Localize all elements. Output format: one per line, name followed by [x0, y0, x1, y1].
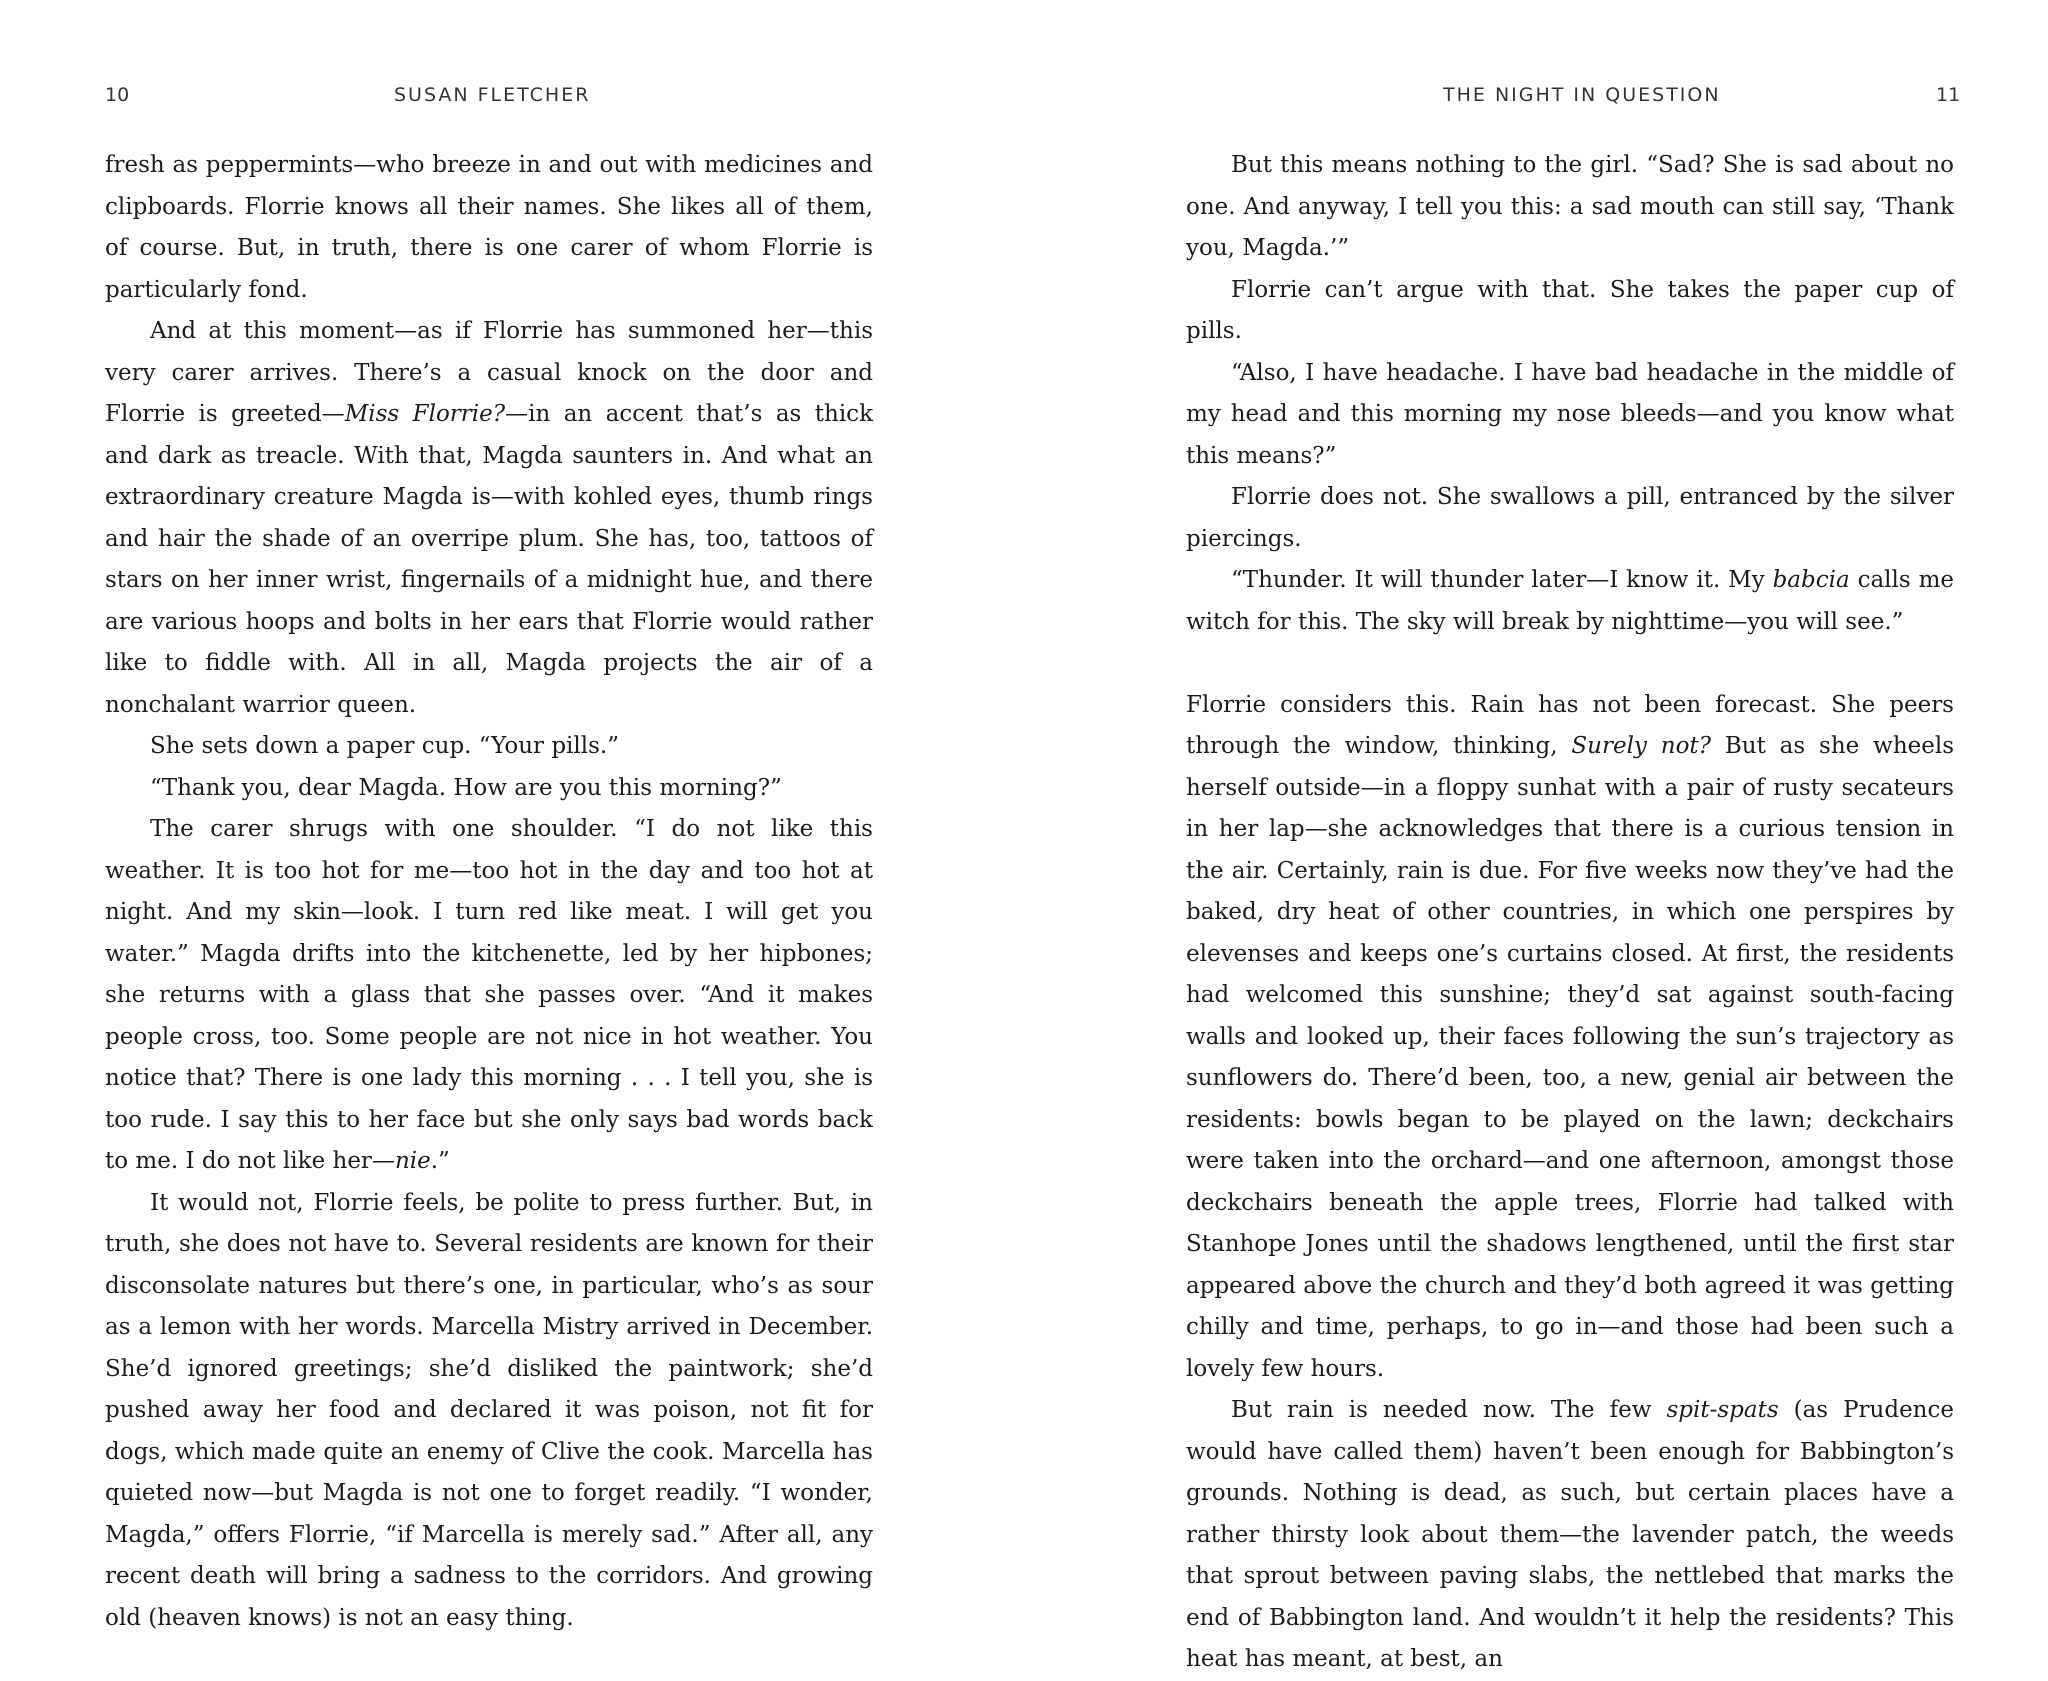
text-run: The carer shrugs with one shoulder. “I do not like this weather. It is too hot for me—too hot in the day and too hot at night. And my skin—look. I turn red like meat. I will get you water.” Magda drifts into the kitchenette, led by her hipbones; she returns with a glass that she passes over. “And it makes people cross, too. Some people are not nice in hot weather. You notice that? There is one lady this morning . . . I tell you, she is too rude. I say this to her face but she only says bad words back to me. I do not like her—: [105, 816, 873, 1174]
paragraph: [105, 145, 873, 311]
text-run: Florrie does not. She swallows a pill, entranced by the silver piercings.: [1186, 484, 1954, 552]
running-head: SUSAN FLETCHER: [394, 84, 591, 106]
text-run: calls me witch for this. The sky will break by nighttime—you will see.”: [1186, 567, 1954, 635]
right-page: [1024, 0, 2048, 1672]
paragraph: [105, 311, 873, 726]
text-run: Florrie considers this. Rain has not been forecast. She peers through the window, thinking,: [1186, 691, 1954, 759]
paragraph: [1186, 685, 1954, 1391]
text-run: fresh as peppermints—who breeze in and out with medicines and clipboards. Florrie knows all their names. She likes all of them, of course. But, in truth, there is one carer of whom Florrie is particularly fond.: [105, 152, 873, 303]
italic-text: Surely not?: [1571, 733, 1712, 759]
paragraph: [105, 726, 873, 768]
paragraph: [1186, 270, 1954, 353]
text-run: (as Prudence would have called them) haven’t been enough for Babbington’s grounds. Nothing is dead, as such, but certain places have a rather thirsty look about them—the lavender patch, the weeds that sprout between paving slabs, the nettlebed that marks the end of Babbington land. And wouldn’t it help the residents? This heat has meant, at best, an: [1186, 1397, 1954, 1672]
italic-text: babcia: [1772, 567, 1850, 593]
paragraph: [105, 768, 873, 810]
italic-text: Miss Florrie?: [344, 401, 506, 427]
text-run: .”: [430, 1148, 450, 1174]
left-page: [0, 0, 1024, 1631]
text-run: —in an accent that’s as thick and dark as treacle. With that, Magda saunters in. And what an extraordinary creature Magda is—with kohled eyes, thumb rings and hair the shade of an overripe plum. She has, too, tattoos of stars on her inner wrist, fingernails of a midnight hue, and there are various hoops and bolts in her ears that Florrie would rather like to fiddle with. All in all, Magda projects the air of a nonchalant warrior queen.: [105, 401, 874, 718]
text-run: But this means nothing to the girl. “Sad? She is sad about no one. And anyway, I tell you this: a sad mouth can still say, ‘Thank you, Magda.’”: [1186, 152, 1954, 261]
paragraph: [105, 809, 873, 1183]
page-number: 10: [105, 84, 130, 106]
body-text: [105, 145, 873, 1639]
text-run: “Also, I have headache. I have bad headache in the middle of my head and this morning my nose bleeds—and you know what this means?”: [1186, 359, 1954, 469]
text-run: “Thank you, dear Magda. How are you this morning?”: [150, 774, 782, 801]
paragraph: [1186, 145, 1954, 270]
paragraph: [105, 1183, 873, 1640]
text-run: She sets down a paper cup. “Your pills.”: [150, 733, 619, 759]
text-run: But rain is needed now. The few: [1231, 1397, 1667, 1423]
page-number: 11: [1936, 84, 1961, 106]
text-run: It would not, Florrie feels, be polite to press further. But, in truth, she does not have to. Several residents are known for their disconsolate natures but there’s one, in particular, who’s as sour as a lemon with her words. Marcella Mistry arrived in December. She’d ignored greetings; she’d disliked the paintwork; she’d pushed away her food and declared it was poison, not fit for dogs, which made quite an enemy of Clive the cook. Marcella has quieted now—but Magda is not one to forget readily. “I wonder, Magda,” offers Florrie, “if Marcella is merely sad.” After all, any recent death will bring a sadness to the corridors. And growing old (heaven knows) is not an easy thing.: [105, 1189, 873, 1631]
body-text: [1186, 145, 1954, 1681]
italic-text: nie: [394, 1148, 431, 1174]
italic-text: spit-spats: [1666, 1397, 1779, 1423]
text-run: And at this moment—as if Florrie has summoned her—this very carer arrives. There’s a casual knock on the door and Florrie is greeted—: [105, 318, 873, 427]
paragraph: [1186, 353, 1954, 478]
paragraph: [1186, 560, 1954, 643]
text-run: “Thunder. It will thunder later—I know it. My: [1231, 567, 1773, 593]
paragraph: [1186, 1390, 1954, 1681]
text-run: But as she wheels herself outside—in a floppy sunhat with a pair of rusty secateurs in her lap—she acknowledges that there is a curious tension in the air. Certainly, rain is due. For five weeks now they’ve had the baked, dry heat of other countries, in which one perspires by elevenses and keeps one’s curtains closed. At first, the residents had welcomed this sunshine; they’d sat against south-facing walls and looked up, their faces following the sun’s trajectory as sunflowers do. There’d been, too, a new, genial air between the residents: bowls began to be played on the lawn; deckchairs were taken into the orchard—and one afternoon, amongst those deckchairs beneath the apple trees, Florrie had talked with Stanhope Jones until the shadows lengthened, until the first star appeared above the church and they’d both agreed it was getting chilly and time, perhaps, to go in—and those had been such a lovely few hours.: [1186, 733, 1955, 1382]
paragraph: [1186, 477, 1954, 560]
text-run: Florrie can’t argue with that. She takes the paper cup of pills.: [1186, 276, 1954, 344]
running-head: THE NIGHT IN QUESTION: [1443, 84, 1721, 106]
